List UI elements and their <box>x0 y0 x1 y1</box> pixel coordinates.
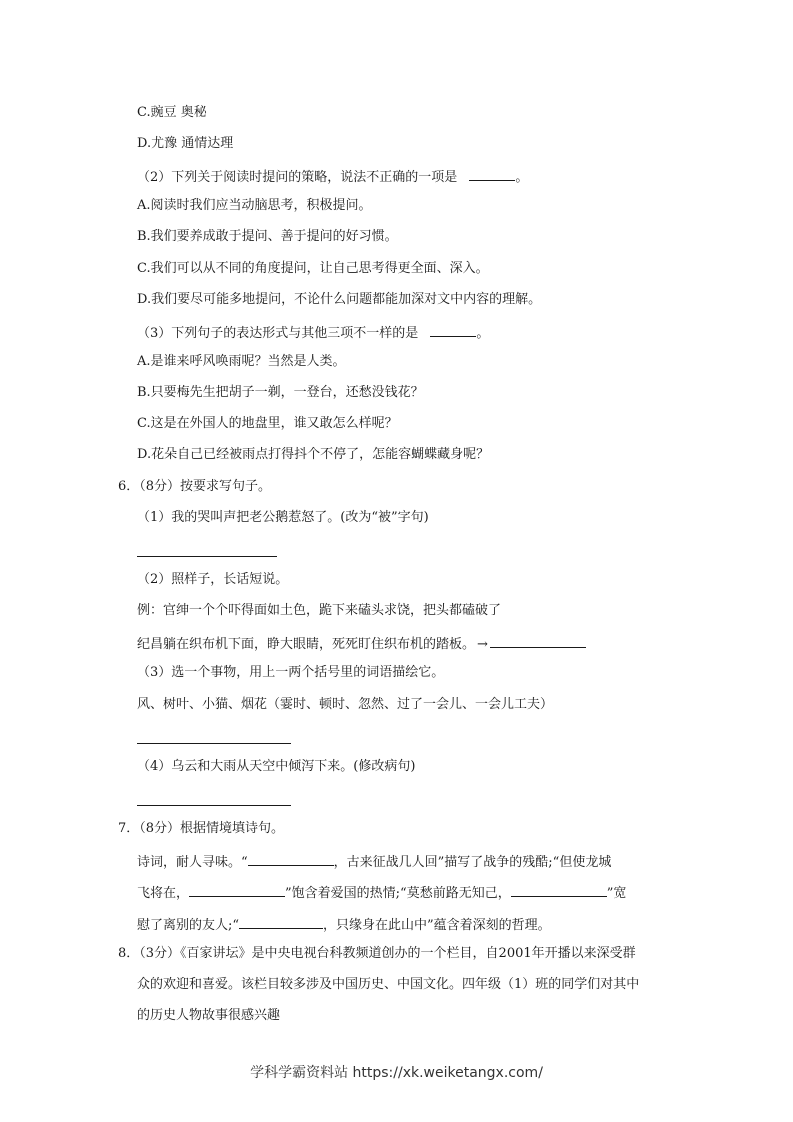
q5-sub3-text: （3）下列句子的表达形式与其他三项不一样的是 <box>137 326 419 341</box>
q6-sub3-words: 风、树叶、小猫、烟花（霎时、顿时、忽然、过了一会儿、一会儿工夫） <box>137 697 554 712</box>
q5-sub3-prompt <box>137 322 489 340</box>
q8-line3: 的历史人物故事很感兴趣 <box>137 1008 281 1023</box>
q7-line1-a: 诗词，耐人寻味。“ <box>137 855 248 870</box>
q6-sub3: （3）选一个事物，用上一两个括号里的词语描绘它。 <box>137 665 445 680</box>
q6-sub4: （4）乌云和大雨从天空中倾泻下来。(修改病句) <box>137 759 416 774</box>
q5-sub2-text: （2）下列关于阅读时提问的策略，说法不正确的一项是 <box>137 170 458 185</box>
q7-line1-b: ，古来征战几人回”描写了战争的残酷;“但使龙城 <box>333 855 612 870</box>
q7-line3 <box>137 914 551 932</box>
q5-sub3-blank[interactable] <box>430 322 476 337</box>
q5-sub3-end: 。 <box>476 326 490 341</box>
q6-title: 6．（8分）按要求写句子。 <box>118 479 272 494</box>
q7-line3-b: ，只缘身在此山中”蕴含着深刻的哲理。 <box>323 918 551 933</box>
option-d-part1: D.尤豫 通情达理 <box>137 136 234 151</box>
q7-blank-2[interactable] <box>189 882 285 897</box>
q7-line2-a: 飞将在， <box>137 886 190 901</box>
q5-sub2-option-b: B.我们要养成敢于提问、善于提问的好习惯。 <box>137 229 398 244</box>
q5-sub3-option-c: C.这是在外国人的地盘里，谁又敢怎么样呢？ <box>137 416 398 431</box>
q7-line1 <box>137 851 611 869</box>
q5-sub2-blank[interactable] <box>469 166 515 181</box>
footer-watermark: 学科学霸资料站 https://xk.weiketangx.com/ <box>250 1065 543 1081</box>
option-c-part1: C.豌豆 奥秘 <box>137 105 207 120</box>
q5-sub3-option-b: B.只要梅先生把胡子一剃，一登台，还愁没钱花？ <box>137 385 424 400</box>
q7-blank-3[interactable] <box>511 882 607 897</box>
q7-line2 <box>137 882 626 900</box>
q6-sub1: （1）我的哭叫声把老公鹅惹怒了。(改为“被”字句) <box>137 510 429 525</box>
q7-blank-1[interactable] <box>248 851 334 866</box>
q5-sub2-option-a: A.阅读时我们应当动脑思考，积极提问。 <box>137 198 372 213</box>
q6-sub4-answer-line[interactable] <box>137 804 291 806</box>
q5-sub2-end: 。 <box>515 170 529 185</box>
q5-sub3-option-a: A.是谁来呼风唤雨呢？当然是人类。 <box>137 354 346 369</box>
q6-example2: 纪昌躺在织布机下面，睁大眼睛，死死盯住织布机的踏板。 <box>137 637 476 652</box>
q5-sub2-option-c: C.我们可以从不同的角度提问，让自己思考得更全面、深入。 <box>137 261 489 276</box>
q5-sub3-option-d: D.花朵自己已经被雨点打得抖个不停了，怎能容蝴蝶藏身呢？ <box>137 447 490 462</box>
q6-sub2: （2）照样子，长话短说。 <box>137 572 289 587</box>
q6-sub3-answer-line[interactable] <box>137 742 291 744</box>
q7-title: 7．（8分）根据情境填诗句。 <box>118 821 285 836</box>
q5-sub2-prompt <box>137 166 528 184</box>
q8-line1: 8．（3分）《百家讲坛》是中央电视台科教频道创办的一个栏目，自2001年开播以来深受群 <box>118 946 636 961</box>
q7-line2-c: ”宽 <box>606 886 627 901</box>
q6-sub2-blank[interactable] <box>490 633 586 648</box>
q8-line2: 众的欢迎和喜爱。该栏目较多涉及中国历史、中国文化。四年级（1）班的同学们对其中 <box>137 977 640 992</box>
q6-example2-row <box>137 633 586 651</box>
q6-example: 例：官绅一个个吓得面如土色，跪下来磕头求饶，把头都磕破了 <box>137 603 502 618</box>
arrow-icon: → <box>477 637 488 652</box>
q7-line2-b: ”饱含着爱国的热情;“莫愁前路无知己， <box>285 886 511 901</box>
q5-sub2-option-d: D.我们要尽可能多地提问，不论什么问题都能加深对文中内容的理解。 <box>137 292 542 307</box>
q7-blank-4[interactable] <box>239 914 323 929</box>
q7-line3-a: 慰了离别的友人;“ <box>137 918 240 933</box>
q6-sub1-answer-line[interactable] <box>137 555 277 557</box>
